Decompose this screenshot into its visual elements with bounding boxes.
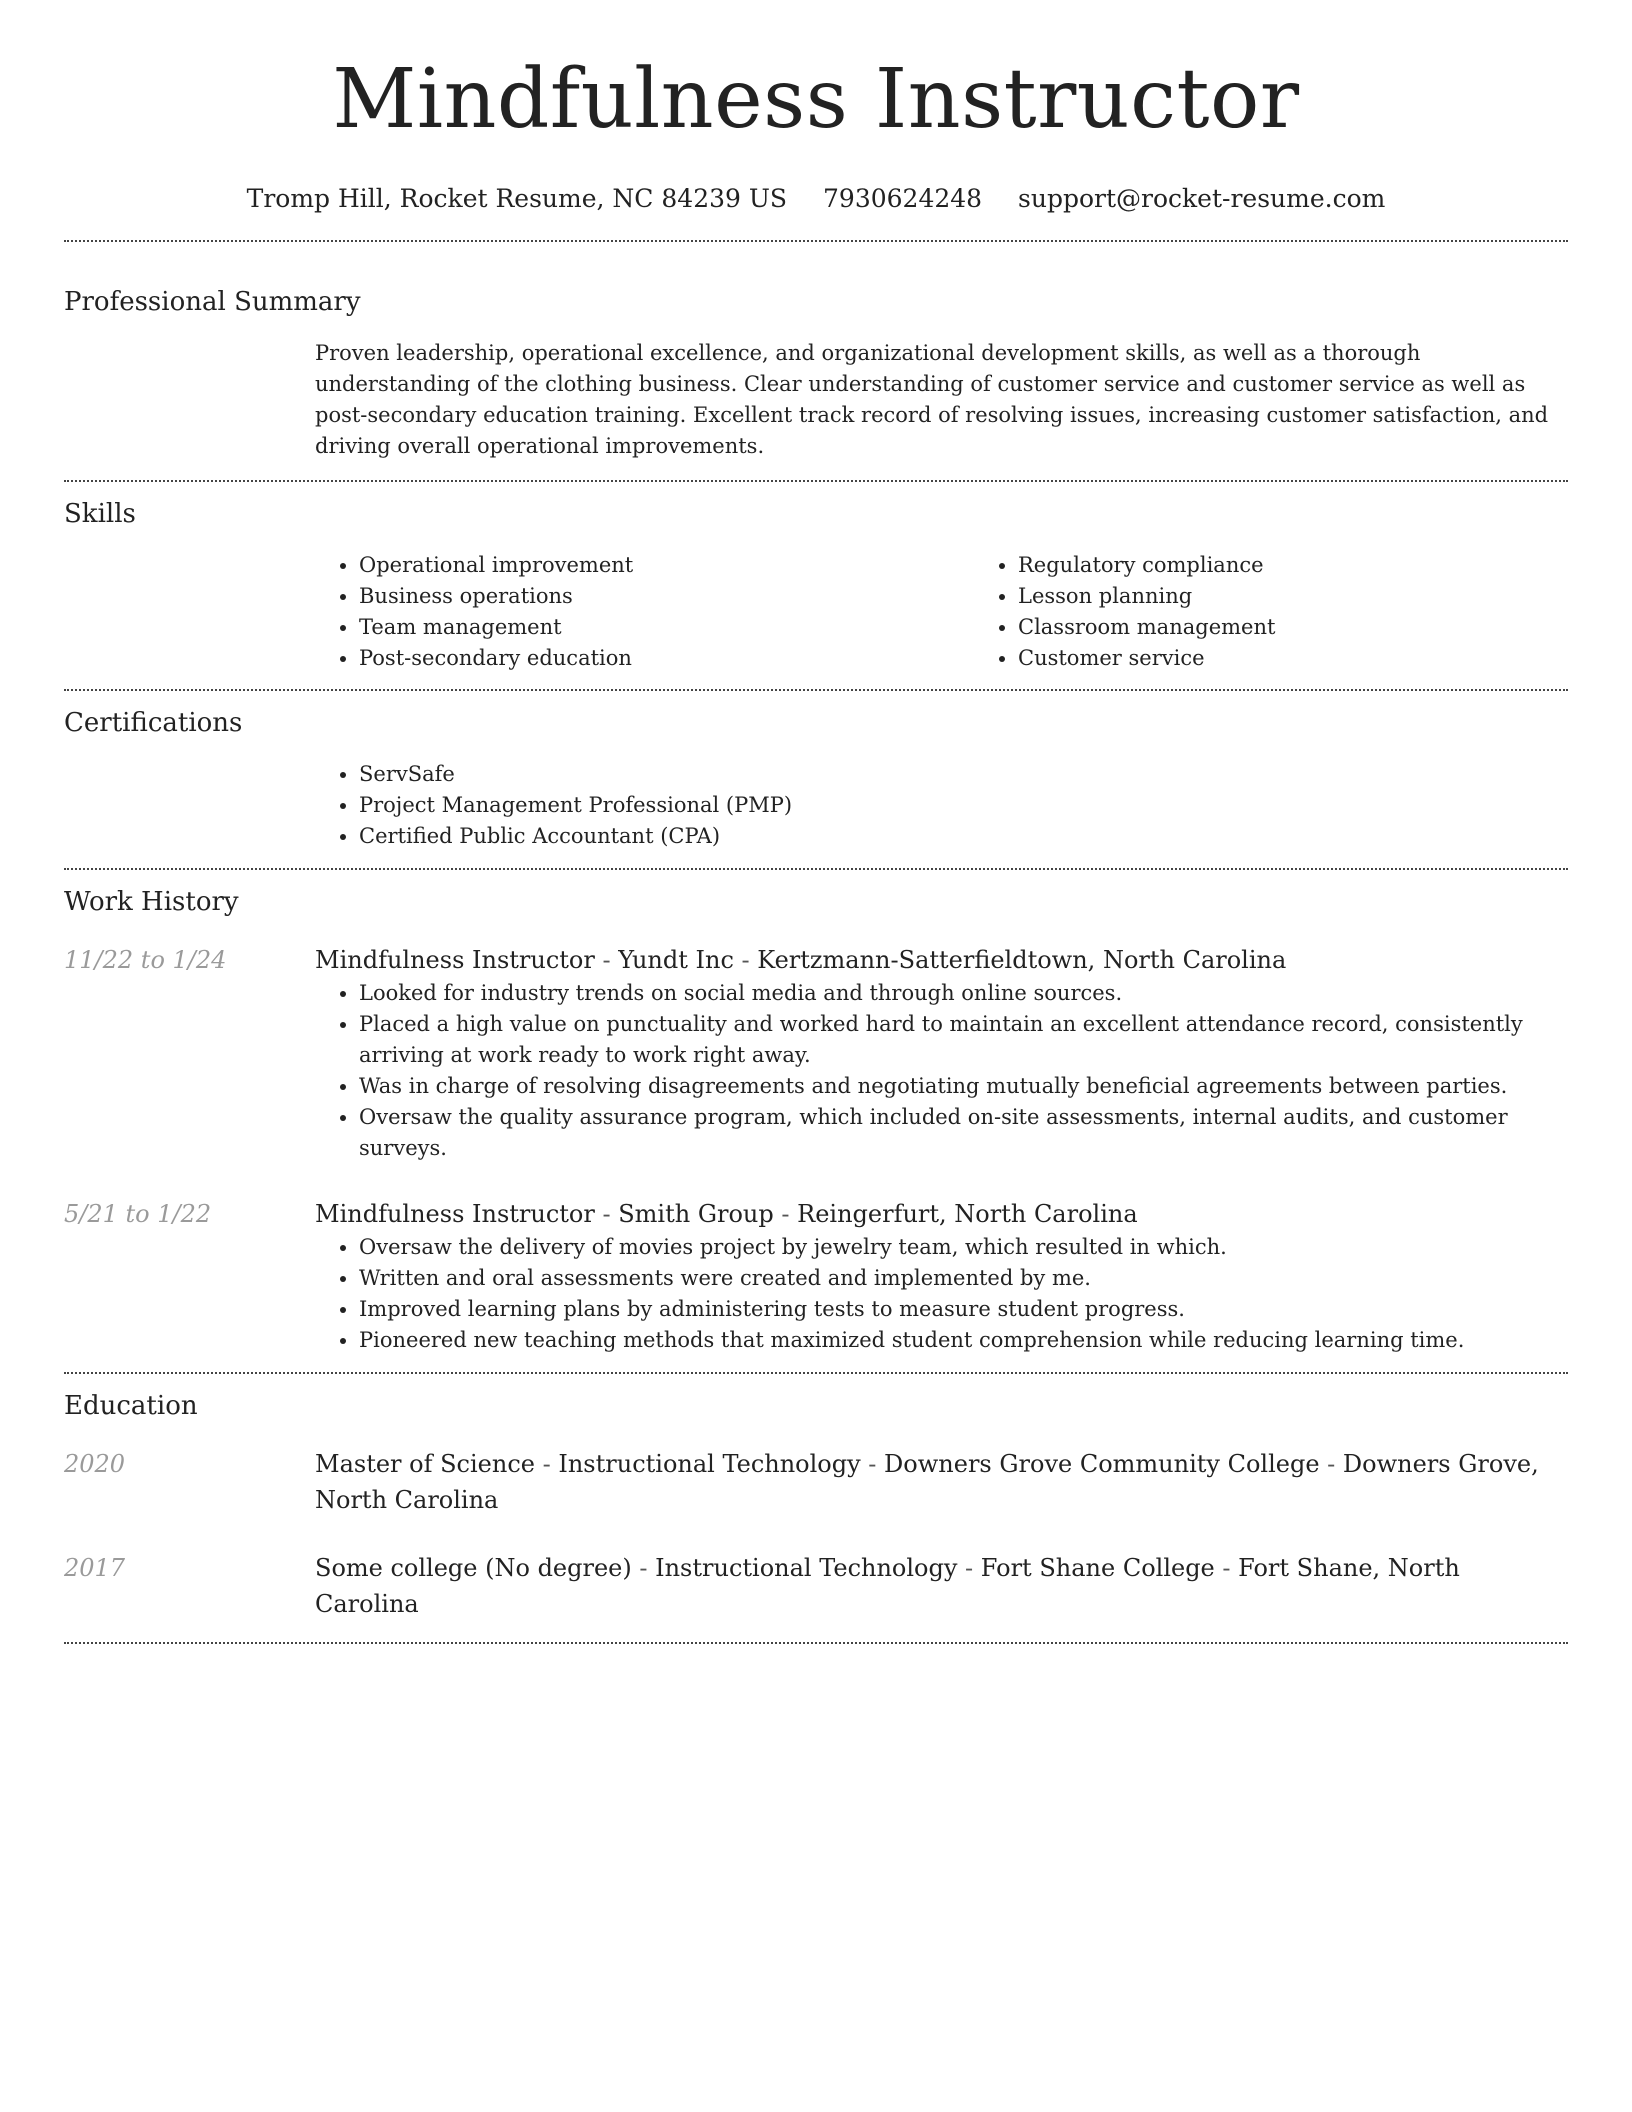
separator: -: [773, 1200, 798, 1228]
work-entry: [64, 942, 1568, 1164]
work-bullets: [315, 1232, 1568, 1356]
skill-item: • Regulatory compliance: [1018, 550, 1632, 581]
work-bullets: [315, 978, 1568, 1164]
section-title-work: Work History: [64, 887, 239, 917]
separator: -: [594, 1200, 619, 1228]
skill-item: • Post-secondary education: [359, 643, 974, 674]
skill-item: • Classroom management: [1018, 612, 1632, 643]
summary-content: [315, 338, 1568, 462]
work-heading: [315, 1196, 1568, 1232]
education-year: 2020: [64, 1450, 126, 1478]
resume-name: Mindfulness Instructor: [332, 52, 1300, 147]
education-entry: [64, 1550, 1568, 1622]
skill-item: • Lesson planning: [1018, 581, 1632, 612]
separator: -: [733, 946, 758, 974]
skills-list-right: [974, 550, 1632, 674]
certification-item: • ServSafe: [359, 759, 1568, 790]
section-title-summary: Professional Summary: [64, 287, 361, 317]
education-location: Downers Grove, North Carolina: [315, 1450, 1539, 1514]
work-entry: [64, 1196, 1568, 1356]
separator: -: [594, 946, 619, 974]
work-bullet: • Improved learning plans by administering tests to measure student progress.: [359, 1294, 1568, 1325]
skills-section: [64, 482, 1568, 674]
work-bullet: • Placed a high value on punctuality and worked hard to maintain an excellent attendance record, consistently arriving at work ready to work right away.: [359, 1009, 1568, 1071]
section-title-skills: Skills: [64, 499, 136, 529]
work-bullet: • Oversaw the quality assurance program, which included on-site assessments, internal audits, and customer surveys.: [359, 1102, 1568, 1164]
education-body: [315, 1550, 1568, 1622]
certifications-list: [315, 759, 1568, 852]
separator: -: [631, 1554, 656, 1582]
skill-item: • Operational improvement: [359, 550, 974, 581]
summary-section: [64, 242, 1568, 462]
skills-list-left: [315, 550, 974, 674]
work-body: [315, 1196, 1568, 1356]
work-company: Smith Group: [618, 1200, 774, 1228]
work-location: Kertzmann-Satterfieldtown, North Carolina: [757, 946, 1287, 974]
contact-address: Tromp Hill, Rocket Resume, NC 84239 US: [246, 184, 788, 213]
work-body: [315, 942, 1568, 1164]
work-location: Reingerfurt, North Carolina: [797, 1200, 1138, 1228]
work-bullet: • Was in charge of resolving disagreements and negotiating mutually beneficial agreements between parties.: [359, 1071, 1568, 1102]
work-bullet: • Oversaw the delivery of movies project by jewelry team, which resulted in which.: [359, 1232, 1568, 1263]
certification-item: • Project Management Professional (PMP): [359, 790, 1568, 821]
education-heading: [315, 1550, 1568, 1622]
certifications-content: [315, 759, 1568, 852]
summary-text: Proven leadership, operational excellence, and organizational development skills, as well as a thorough understanding of the clothing business. Clear understanding of customer service and customer service as well as post-secondary education training. Excellent track record of resolving issues, increasing customer satisfaction, and driving overall operational improvements.: [315, 341, 1549, 458]
education-heading: [315, 1446, 1568, 1518]
education-body: [315, 1446, 1568, 1518]
work-role: Mindfulness Instructor: [315, 946, 595, 974]
education-degree: Master of Science: [315, 1450, 535, 1478]
work-dates: 11/22 to 1/24: [64, 946, 227, 974]
separator: -: [1319, 1450, 1343, 1478]
work-bullet: • Pioneered new teaching methods that maximized student comprehension while reducing learning time.: [359, 1325, 1568, 1356]
divider: [64, 1642, 1568, 1644]
skill-item: • Business operations: [359, 581, 974, 612]
skill-item: • Customer service: [1018, 643, 1632, 674]
work-dates: 5/21 to 1/22: [64, 1200, 212, 1228]
education-school: Fort Shane College: [980, 1554, 1215, 1582]
work-company: Yundt Inc: [618, 946, 734, 974]
education-degree: Some college (No degree): [315, 1554, 632, 1582]
section-title-education: Education: [64, 1391, 198, 1421]
education-school: Downers Grove Community College: [884, 1450, 1320, 1478]
education-year: 2017: [64, 1554, 126, 1582]
work-bullet: • Looked for industry trends on social media and through online sources.: [359, 978, 1568, 1009]
separator: -: [534, 1450, 559, 1478]
work-section: [64, 870, 1568, 1356]
certifications-section: [64, 691, 1568, 852]
skill-item: • Team management: [359, 612, 974, 643]
contact-line: [64, 184, 1568, 214]
education-section: [64, 1374, 1568, 1622]
separator: -: [957, 1554, 981, 1582]
skills-grid: [315, 550, 1568, 674]
work-role: Mindfulness Instructor: [315, 1200, 595, 1228]
work-bullet: • Written and oral assessments were created and implemented by me.: [359, 1263, 1568, 1294]
education-entry: [64, 1446, 1568, 1518]
section-title-certifications: Certifications: [64, 708, 243, 738]
contact-phone: 7930624248: [823, 184, 983, 213]
education-field: Instructional Technology: [655, 1554, 958, 1582]
contact-email: support@rocket-resume.com: [1018, 184, 1386, 213]
separator: -: [1214, 1554, 1239, 1582]
work-heading: [315, 942, 1568, 978]
separator: -: [860, 1450, 885, 1478]
education-location: Fort Shane, North Carolina: [315, 1554, 1460, 1618]
education-field: Instructional Technology: [558, 1450, 861, 1478]
certification-item: • Certified Public Accountant (CPA): [359, 821, 1568, 852]
